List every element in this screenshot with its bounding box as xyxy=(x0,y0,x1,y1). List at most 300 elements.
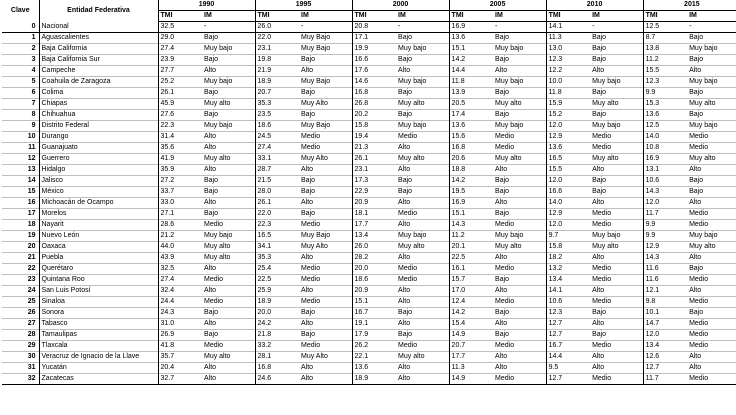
im-cell: Medio xyxy=(495,375,515,382)
tmi-cell: 17.1 xyxy=(352,33,396,44)
tmi-cell: 22.3 xyxy=(255,220,299,231)
im-cell: Muy alto xyxy=(689,243,716,250)
im-cell: Bajo xyxy=(495,309,510,316)
tmi-cell: 13.6 xyxy=(449,121,493,132)
tmi-cell: 28.0 xyxy=(255,187,299,198)
im-cell: Medio xyxy=(398,342,418,349)
im-header: IM xyxy=(202,11,255,22)
entidad-cell: Aguascalientes xyxy=(39,33,158,44)
tmi-cell: 27.7 xyxy=(158,66,202,77)
entidad-cell: Baja California xyxy=(39,44,158,55)
table-row xyxy=(2,165,736,176)
im-cell: Bajo xyxy=(689,89,704,96)
im-cell: Alto xyxy=(398,287,411,294)
tmi-cell: 15.8 xyxy=(352,121,396,132)
im-cell: Bajo xyxy=(592,34,607,41)
table-row xyxy=(2,132,736,143)
im-cell: Muy alto xyxy=(204,155,231,162)
tmi-cell: 13.6 xyxy=(352,363,396,374)
tmi-cell: 12.3 xyxy=(546,308,590,319)
im-cell: Muy alto xyxy=(689,155,716,162)
tmi-cell: 17.7 xyxy=(449,352,493,363)
im-cell: Alto xyxy=(398,166,411,173)
tmi-cell: 16.8 xyxy=(255,363,299,374)
tmi-cell: 9.9 xyxy=(643,231,687,242)
im-cell: Alto xyxy=(398,254,411,261)
tmi-cell: 14.9 xyxy=(449,330,493,341)
im-cell: Bajo xyxy=(495,111,510,118)
tmi-cell: 22.3 xyxy=(158,121,202,132)
tmi-cell: 12.9 xyxy=(546,132,590,143)
tmi-cell: 22.5 xyxy=(449,253,493,264)
im-cell: Muy bajo xyxy=(204,78,233,85)
tmi-cell: 23.5 xyxy=(255,110,299,121)
clave-cell: 11 xyxy=(28,144,36,151)
table-row xyxy=(2,22,736,33)
im-cell: Bajo xyxy=(592,45,607,52)
im-cell: Alto xyxy=(398,144,411,151)
clave-cell: 31 xyxy=(27,364,36,371)
tmi-cell: 28.1 xyxy=(255,352,299,363)
im-cell: Muy alto xyxy=(398,100,425,107)
tmi-cell: 11.3 xyxy=(449,363,493,374)
entidad-cell: México xyxy=(39,187,158,198)
tmi-cell: 35.3 xyxy=(255,253,299,264)
im-cell: Medio xyxy=(592,375,612,382)
im-cell: Medio xyxy=(592,221,612,228)
tmi-cell: 19.4 xyxy=(352,132,396,143)
im-cell: Muy Alto xyxy=(301,243,328,250)
tmi-cell: 34.1 xyxy=(255,242,299,253)
table-row xyxy=(2,198,736,209)
tmi-cell: 12.9 xyxy=(546,209,590,220)
tmi-cell: 16.9 xyxy=(449,22,493,33)
table-row xyxy=(2,253,736,264)
im-cell: Muy alto xyxy=(204,353,231,360)
entidad-cell: Durango xyxy=(39,132,158,143)
tmi-cell: 31.0 xyxy=(158,319,202,330)
tmi-cell: 13.0 xyxy=(546,44,590,55)
tmi-cell: 35.6 xyxy=(158,143,202,154)
tmi-cell: 14.9 xyxy=(449,374,493,385)
clave-cell: 4 xyxy=(31,67,36,74)
entidad-cell: Puebla xyxy=(39,253,158,264)
table-row xyxy=(2,363,736,374)
tmi-cell: 17.9 xyxy=(352,330,396,341)
im-cell: Bajo xyxy=(495,34,510,41)
tmi-cell: 33.0 xyxy=(158,198,202,209)
im-cell: Muy alto xyxy=(398,155,425,162)
im-cell: Muy alto xyxy=(398,243,425,250)
tmi-cell: 13.9 xyxy=(449,88,493,99)
table-row xyxy=(2,187,736,198)
im-cell: Bajo xyxy=(301,56,316,63)
im-cell: Bajo xyxy=(689,34,704,41)
entidad-cell: Querétaro xyxy=(39,264,158,275)
im-cell: Medio xyxy=(689,210,709,217)
tmi-cell: 41.8 xyxy=(158,341,202,352)
clave-cell: 6 xyxy=(31,89,36,96)
im-cell: Alto xyxy=(301,375,314,382)
table-row xyxy=(2,330,736,341)
tmi-cell: 13.8 xyxy=(643,44,687,55)
entidad-cell: Tamaulipas xyxy=(39,330,158,341)
im-cell: Bajo xyxy=(689,309,704,316)
im-cell: Medio xyxy=(689,276,709,283)
tmi-cell: 20.7 xyxy=(449,341,493,352)
tmi-cell: 18.1 xyxy=(352,209,396,220)
table-row xyxy=(2,77,736,88)
im-cell: Medio xyxy=(301,276,321,283)
im-cell: Muy bajo xyxy=(592,122,621,129)
tmi-cell: 14.6 xyxy=(352,77,396,88)
im-cell: Medio xyxy=(301,298,321,305)
im-header: IM xyxy=(299,11,352,22)
clave-cell: 23 xyxy=(27,276,36,283)
im-cell: Muy Alto xyxy=(301,100,328,107)
tmi-cell: 16.1 xyxy=(449,264,493,275)
im-cell: Bajo xyxy=(204,177,219,184)
tmi-cell: 12.5 xyxy=(643,121,687,132)
im-header: IM xyxy=(493,11,546,22)
table-row xyxy=(2,154,736,165)
tmi-cell: 18.6 xyxy=(255,121,299,132)
entidad-cell: Chihuahua xyxy=(39,110,158,121)
tmi-header: TMI xyxy=(158,11,202,22)
im-cell: Medio xyxy=(689,144,709,151)
tmi-cell: 25.2 xyxy=(158,77,202,88)
tmi-cell: 26.0 xyxy=(255,22,299,33)
im-cell: Medio xyxy=(301,144,321,151)
tmi-cell: 12.3 xyxy=(643,77,687,88)
tmi-cell: 11.7 xyxy=(643,374,687,385)
tmi-cell: 9.9 xyxy=(643,88,687,99)
clave-cell: 7 xyxy=(31,100,36,107)
im-cell: Bajo xyxy=(398,188,413,195)
clave-cell: 32 xyxy=(27,375,36,382)
im-cell: Bajo xyxy=(592,56,607,63)
tmi-cell: 9.8 xyxy=(643,297,687,308)
tmi-cell: 14.2 xyxy=(449,308,493,319)
im-cell: Bajo xyxy=(592,111,607,118)
tmi-cell: 13.6 xyxy=(546,143,590,154)
im-cell: Medio xyxy=(592,276,612,283)
tmi-cell: 16.8 xyxy=(352,88,396,99)
im-cell: Muy bajo xyxy=(592,78,621,85)
tmi-header: TMI xyxy=(449,11,493,22)
tmi-cell: 15.9 xyxy=(546,99,590,110)
tmi-cell: 22.5 xyxy=(255,275,299,286)
tmi-cell: 15.8 xyxy=(546,242,590,253)
im-cell: Medio xyxy=(398,265,418,272)
im-cell: Bajo xyxy=(592,177,607,184)
im-cell: - xyxy=(204,23,207,30)
im-cell: Medio xyxy=(204,276,224,283)
tmi-cell: 10.8 xyxy=(643,143,687,154)
entidad-cell: Guanajuato xyxy=(39,143,158,154)
table-row xyxy=(2,374,736,385)
im-cell: Bajo xyxy=(204,188,219,195)
table-row xyxy=(2,220,736,231)
table-row xyxy=(2,264,736,275)
im-cell: Alto xyxy=(495,67,508,74)
im-cell: Alto xyxy=(592,364,605,371)
im-cell: Alto xyxy=(204,199,217,206)
clave-cell: 9 xyxy=(31,122,36,129)
im-cell: Bajo xyxy=(204,89,219,96)
table-row xyxy=(2,121,736,132)
year-header: 2010 xyxy=(546,0,643,11)
im-cell: Alto xyxy=(592,353,605,360)
tmi-cell: 35.9 xyxy=(158,165,202,176)
tmi-cell: 18.8 xyxy=(449,165,493,176)
tmi-cell: 17.6 xyxy=(352,66,396,77)
im-cell: Bajo xyxy=(301,111,316,118)
tmi-cell: 19.9 xyxy=(352,44,396,55)
entidad-cell: Coahuila de Zaragoza xyxy=(39,77,158,88)
table-row xyxy=(2,66,736,77)
tmi-cell: 17.4 xyxy=(449,110,493,121)
im-cell: Medio xyxy=(689,375,709,382)
im-cell: Bajo xyxy=(592,89,607,96)
tmi-cell: 26.2 xyxy=(352,341,396,352)
tmi-cell: 20.0 xyxy=(352,264,396,275)
tmi-cell: 11.2 xyxy=(643,55,687,66)
tmi-cell: 16.7 xyxy=(352,308,396,319)
im-cell: - xyxy=(495,23,498,30)
im-cell: Medio xyxy=(592,210,612,217)
im-cell: Alto xyxy=(495,254,508,261)
tmi-cell: 16.5 xyxy=(255,231,299,242)
im-cell: Alto xyxy=(689,254,702,261)
im-cell: Medio xyxy=(689,342,709,349)
im-cell: Muy alto xyxy=(204,243,231,250)
im-cell: Alto xyxy=(689,199,702,206)
im-cell: - xyxy=(689,23,692,30)
im-cell: Muy bajo xyxy=(689,78,718,85)
im-cell: Muy Bajo xyxy=(301,78,331,85)
im-cell: Muy alto xyxy=(398,353,425,360)
im-cell: Medio xyxy=(398,276,418,283)
tmi-cell: 12.0 xyxy=(643,198,687,209)
tmi-cell: 10.0 xyxy=(546,77,590,88)
im-cell: Bajo xyxy=(204,56,219,63)
tmi-cell: 12.7 xyxy=(546,330,590,341)
table-row xyxy=(2,33,736,44)
tmi-cell: 27.6 xyxy=(158,110,202,121)
im-cell: Muy alto xyxy=(592,243,619,250)
im-cell: Alto xyxy=(689,287,702,294)
im-cell: Alto xyxy=(301,254,314,261)
im-cell: Alto xyxy=(398,375,411,382)
entidad-cell: Michoacán de Ocampo xyxy=(39,198,158,209)
im-cell: Alto xyxy=(204,166,217,173)
im-cell: Alto xyxy=(495,199,508,206)
clave-cell: 15 xyxy=(27,188,36,195)
clave-cell: 26 xyxy=(27,309,36,316)
entidad-cell: Nuevo León xyxy=(39,231,158,242)
table-row xyxy=(2,99,736,110)
entidad-cell: Hidalgo xyxy=(39,165,158,176)
tmi-cell: 21.8 xyxy=(255,330,299,341)
im-cell: Medio xyxy=(689,331,709,338)
clave-cell: 1 xyxy=(31,34,36,41)
im-cell: Medio xyxy=(495,144,515,151)
tmi-cell: 11.8 xyxy=(449,77,493,88)
im-header: IM xyxy=(687,11,736,22)
year-header: 2000 xyxy=(352,0,449,11)
im-cell: Medio xyxy=(689,298,709,305)
im-cell: Bajo xyxy=(495,89,510,96)
tmi-cell: 27.4 xyxy=(255,143,299,154)
tmi-cell: 16.8 xyxy=(449,143,493,154)
im-cell: Muy alto xyxy=(204,254,231,261)
im-cell: Muy alto xyxy=(689,100,716,107)
tmi-cell: 13.4 xyxy=(643,341,687,352)
tmi-cell: 22.0 xyxy=(255,209,299,220)
tmi-cell: 15.3 xyxy=(643,99,687,110)
tmi-cell: 15.5 xyxy=(546,165,590,176)
tmi-cell: 28.6 xyxy=(158,220,202,231)
tmi-cell: 18.2 xyxy=(546,253,590,264)
tmi-cell: 33.7 xyxy=(158,187,202,198)
table-row xyxy=(2,308,736,319)
im-cell: Bajo xyxy=(689,56,704,63)
tmi-cell: 11.3 xyxy=(546,33,590,44)
entidad-cell: Yucatán xyxy=(39,363,158,374)
table-row xyxy=(2,352,736,363)
table-row xyxy=(2,176,736,187)
tmi-cell: 16.7 xyxy=(546,341,590,352)
tmi-cell: 12.1 xyxy=(643,286,687,297)
tmi-cell: 9.5 xyxy=(546,363,590,374)
clave-cell: 0 xyxy=(31,22,36,30)
tmi-cell: 20.1 xyxy=(449,242,493,253)
im-cell: Muy alto xyxy=(592,155,619,162)
im-cell: Medio xyxy=(495,298,515,305)
entidad-cell: Distrito Federal xyxy=(39,121,158,132)
im-cell: Alto xyxy=(592,254,605,261)
tmi-cell: 32.4 xyxy=(158,286,202,297)
tmi-cell: 14.0 xyxy=(643,132,687,143)
clave-cell: 13 xyxy=(27,166,36,173)
tmi-cell: 18.9 xyxy=(255,77,299,88)
im-cell: Muy bajo xyxy=(495,122,524,129)
im-cell: Bajo xyxy=(398,34,413,41)
tmi-cell: 18.9 xyxy=(352,374,396,385)
table-row xyxy=(2,242,736,253)
im-cell: Medio xyxy=(495,342,515,349)
im-cell: Medio xyxy=(495,221,515,228)
tmi-cell: 22.0 xyxy=(255,33,299,44)
im-cell: - xyxy=(301,23,304,30)
table-row xyxy=(2,88,736,99)
tmi-header: TMI xyxy=(643,11,687,22)
clave-cell: 22 xyxy=(27,265,36,272)
tmi-cell: 15.4 xyxy=(449,319,493,330)
tmi-cell: 20.4 xyxy=(158,363,202,374)
tmi-cell: 20.9 xyxy=(352,198,396,209)
entidad-cell: Nacional xyxy=(39,22,158,33)
clave-cell: 2 xyxy=(31,45,36,52)
tmi-header: TMI xyxy=(352,11,396,22)
im-cell: Muy bajo xyxy=(398,232,427,239)
im-cell: Medio xyxy=(301,342,321,349)
tmi-cell: 32.7 xyxy=(158,374,202,385)
tmi-cell: 14.7 xyxy=(643,319,687,330)
table-row xyxy=(2,143,736,154)
tmi-cell: 20.0 xyxy=(255,308,299,319)
tmi-cell: 20.9 xyxy=(352,286,396,297)
im-cell: Muy Alto xyxy=(301,353,328,360)
im-cell: Muy bajo xyxy=(592,232,621,239)
tmi-cell: 16.9 xyxy=(643,154,687,165)
entidad-cell: Sonora xyxy=(39,308,158,319)
im-cell: Alto xyxy=(204,320,217,327)
tmi-cell: 23.1 xyxy=(255,44,299,55)
clave-cell: 10 xyxy=(27,133,36,140)
tmi-cell: 21.5 xyxy=(255,176,299,187)
tmi-header: TMI xyxy=(546,11,590,22)
tmi-cell: 17.3 xyxy=(352,176,396,187)
tmi-cell: 16.6 xyxy=(546,187,590,198)
tmi-cell: 12.6 xyxy=(643,352,687,363)
tmi-cell: 33.2 xyxy=(255,341,299,352)
clave-cell: 25 xyxy=(27,298,36,305)
im-cell: Alto xyxy=(301,287,314,294)
tmi-cell: 9.7 xyxy=(546,231,590,242)
im-cell: Medio xyxy=(204,221,224,228)
entidad-cell: Campeche xyxy=(39,66,158,77)
tmi-cell: 11.7 xyxy=(643,209,687,220)
im-cell: Bajo xyxy=(204,34,219,41)
table-row xyxy=(2,209,736,220)
im-cell: Bajo xyxy=(689,177,704,184)
clave-cell: 16 xyxy=(27,199,36,206)
tmi-cell: 15.6 xyxy=(449,132,493,143)
im-cell: Alto xyxy=(204,375,217,382)
tmi-cell: 22.9 xyxy=(352,187,396,198)
tmi-cell: 31.4 xyxy=(158,132,202,143)
tmi-cell: 24.6 xyxy=(255,374,299,385)
tmi-cell: 27.4 xyxy=(158,44,202,55)
im-cell: Medio xyxy=(301,265,321,272)
clave-header: Clave xyxy=(10,6,30,14)
tmi-cell: 13.4 xyxy=(546,275,590,286)
im-cell: Bajo xyxy=(495,188,510,195)
entidad-cell: San Luis Potosí xyxy=(39,286,158,297)
im-cell: Bajo xyxy=(301,89,316,96)
im-cell: Muy bajo xyxy=(689,45,718,52)
im-cell: Medio xyxy=(301,221,321,228)
im-cell: Alto xyxy=(592,199,605,206)
tmi-cell: 9.9 xyxy=(643,220,687,231)
year-header: 2015 xyxy=(643,0,736,11)
table-row xyxy=(2,55,736,66)
tmi-cell: 27.1 xyxy=(158,209,202,220)
im-cell: Alto xyxy=(495,287,508,294)
tmi-cell: 12.2 xyxy=(546,66,590,77)
im-cell: Alto xyxy=(495,166,508,173)
tmi-cell: 29.0 xyxy=(158,33,202,44)
im-cell: Bajo xyxy=(592,331,607,338)
clave-cell: 21 xyxy=(27,254,36,261)
tmi-cell: 43.9 xyxy=(158,253,202,264)
entidad-cell: Chiapas xyxy=(39,99,158,110)
table-row xyxy=(2,341,736,352)
im-cell: Alto xyxy=(592,320,605,327)
entidad-cell: Nayarit xyxy=(39,220,158,231)
